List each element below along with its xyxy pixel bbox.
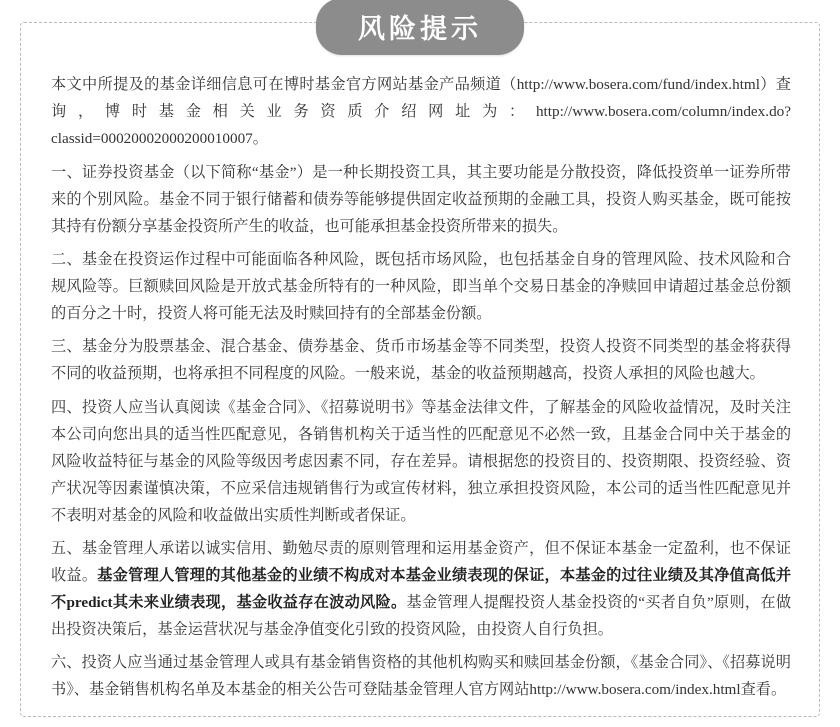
paragraph-text: 二、基金在投资运作过程中可能面临各种风险，既包括市场风险，也包括基金自身的管理风险、技术风险和合规风险等。巨额赎回风险是开放式基金所特有的一种风险，即当单个交易日基金的净赎回申请超过基金总份额的百分之十时，投资人将可能无法及时赎回持有的全部基金份额。 bbox=[51, 251, 791, 323]
paragraph-text: 三、基金分为股票基金、混合基金、债券基金、货币市场基金等不同类型，投资人投资不同类型的基金将获得不同的收益预期，也将承担不同程度的风险。一般来说，基金的收益预期越高，投资人承担的风险也越大。 bbox=[51, 338, 791, 383]
paragraph-item-3 bbox=[51, 333, 791, 387]
paragraph-text: 五、基金管理人承诺以诚实信用、勤勉尽责的原则管理和运用基金资产，但不保证本基金一定盈利，也不保证收益。 bbox=[51, 539, 791, 584]
paragraph-text: 四、投资人应当认真阅读《基金合同》、《招募说明书》等基金法律文件，了解基金的风险收益情况，及时关注本公司向您出具的适当性匹配意见，各销售机构关于适当性的匹配意见不必然一致，且基金合同中关于基金的风险收益特征与基金的风险等级因考虑因素不同，存在差异。请根据您的投资目的、投资期限、投资经验、资产状况等因素谨慎决策，不应采信违规销售行为或宣传材料，独立承担投资风险，本公司的适当性匹配意见并不表明对基金的风险和收益做出实质性判断或者保证。 bbox=[51, 398, 791, 524]
paragraph-item-4 bbox=[51, 394, 791, 529]
risk-disclosure-frame bbox=[20, 14, 820, 717]
paragraph-text: 一、证券投资基金（以下简称“基金”）是一种长期投资工具，其主要功能是分散投资，降低投资单一证券所带来的个别风险。基金不同于银行储蓄和债券等能够提供固定收益预期的金融工具，投资人购买基金，既可能按其持有份额分享基金投资所产生的收益，也可能承担基金投资所带来的损失。 bbox=[51, 164, 791, 236]
paragraph-item-2 bbox=[51, 246, 791, 327]
paragraph-lead bbox=[51, 71, 791, 152]
page-title: 风险提示 bbox=[316, 0, 524, 55]
paragraph-text-emphasis: 基金管理人管理的其他基金的业绩不构成对本基金业绩表现的保证，本基金的过往业绩及其净值高低并不predict其未来业绩表现，基金收益存在波动风险。 bbox=[51, 566, 792, 611]
paragraph-text-tail: 基金管理人提醒投资人基金投资的“买者自负”原则，在做出投资决策后，基金运营状况与基金净值变化引致的投资风险，由投资人自行负担。 bbox=[51, 593, 792, 638]
paragraph-text: 六、投资人应当通过基金管理人或具有基金销售资格的其他机构购买和赎回基金份额，《基金合同》、《招募说明书》、基金销售机构名单及本基金的相关公告可登陆基金管理人官方网站http://www.bosera.com/index.html查看。 bbox=[51, 653, 791, 698]
risk-disclosure-body bbox=[51, 71, 791, 703]
paragraph-item-6 bbox=[51, 649, 791, 703]
paragraph-text: 本文中所提及的基金详细信息可在博时基金官方网站基金产品频道（http://www.bosera.com/fund/index.html）查询，博时基金相关业务资质介绍网址为：http://www.bosera.com/column/index.do?classid=00020002000200010007。 bbox=[51, 76, 791, 148]
paragraph-item-5 bbox=[51, 535, 791, 643]
paragraph-item-1 bbox=[51, 159, 791, 240]
